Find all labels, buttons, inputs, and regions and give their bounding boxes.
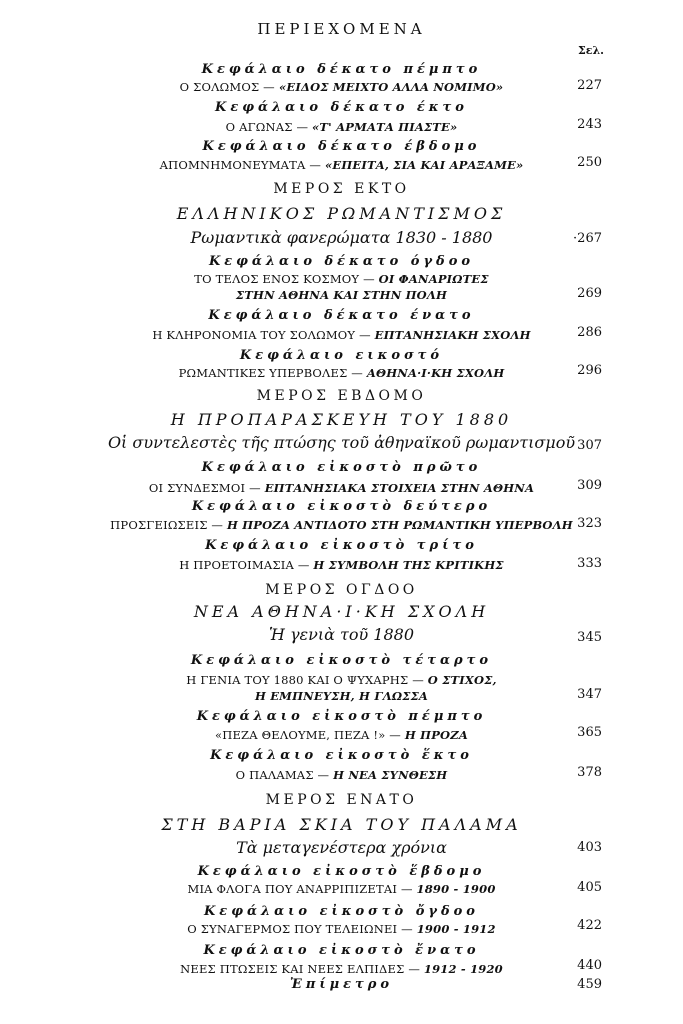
page-number: 250 [577, 155, 602, 170]
chapter-title-roman: ΝΕΕΣ ΠΤΩΣΕΙΣ ΚΑΙ ΝΕΕΣ ΕΛΠΙΔΕΣ — [180, 962, 424, 976]
page-number: 227 [577, 78, 602, 93]
page-number: 459 [577, 977, 602, 992]
part-label: ΜΕΡΟΣ ΕΒΔΟΜΟ [256, 388, 427, 404]
part-label: ΜΕΡΟΣ ΕΚΤΟ [273, 181, 410, 197]
page-number: 378 [577, 765, 602, 780]
page-number: 296 [577, 363, 602, 378]
part-title: ΕΛΛΗΝΙΚΟΣ ΡΩΜΑΝΤΙΣΜΟΣ [176, 204, 507, 223]
chapter-title-italic: Η ΠΡΟΖΑ [404, 728, 468, 742]
page-number: 286 [577, 325, 602, 340]
chapter-heading: Κεφάλαιο εικοστό [239, 348, 444, 363]
page-number: 422 [577, 918, 602, 933]
part-label: ΜΕΡΟΣ ΟΓΔΟΟ [265, 582, 418, 598]
chapter-heading: Κεφάλαιο δέκατο έβδομο [202, 139, 481, 154]
chapter-heading: Κεφάλαιο εἰκοστὸ ἕβδομο [197, 864, 486, 879]
chapter-title-roman: ΑΠΟΜΝΗΜΟΝΕΥΜΑΤΑ — [159, 158, 325, 172]
chapter-title [0, 272, 683, 286]
chapter-title-italic: 1912 - 1920 [423, 962, 503, 976]
chapter-title-italic: Η ΠΡΟΖΑ ΑΝΤΙΔΟΤΟ ΣΤΗ ΡΩΜΑΝΤΙΚΗ ΥΠΕΡΒΟΛΗ [226, 518, 573, 532]
part-subtitle: Οἱ συντελεστὲς τῆς πτώσης τοῦ ἀθηναϊκοῦ ρωμαντισμοῦ [107, 433, 576, 452]
part-title: ΝΕΑ ΑΘΗΝΑ·Ι·ΚΗ ΣΧΟΛΗ [193, 602, 490, 621]
part-subtitle: Ρωμαντικὰ φανερώματα 1830 - 1880 [190, 228, 493, 247]
chapter-heading: Κεφάλαιο δέκατο ένατο [208, 308, 475, 323]
page-number: 323 [577, 516, 602, 531]
page-number: 269 [577, 286, 602, 301]
chapter-title-roman: Ο ΠΑΛΑΜΑΣ — [235, 768, 334, 782]
page-title: ΠΕΡΙΕΧΟΜΕΝΑ [257, 20, 426, 38]
chapter-title-roman: Η ΓΕΝΙΑ ΤΟΥ 1880 ΚΑΙ Ο ΨΥΧΑΡΗΣ — [186, 673, 428, 687]
chapter-title-roman: Ο ΣΥΝΑΓΕΡΜΟΣ ΠΟΥ ΤΕΛΕΙΩΝΕΙ — [187, 922, 417, 936]
chapter-title-italic: 1890 - 1900 [416, 882, 496, 896]
page-number: 333 [577, 556, 602, 571]
page-number: 345 [577, 630, 602, 645]
page-number: 243 [577, 117, 602, 132]
chapter-heading: Κεφάλαιο δέκατο έκτο [215, 100, 468, 115]
part-label: ΜΕΡΟΣ ΕΝΑΤΟ [265, 792, 418, 808]
page-number: 347 [577, 687, 602, 702]
chapter-title-italic: ΑΘΗΝΑ·Ι·ΚΗ ΣΧΟΛΗ [366, 366, 505, 380]
chapter-title-roman: Ο ΑΓΩΝΑΣ — [225, 120, 313, 134]
chapter-title-roman: Η ΠΡΟΕΤΟΙΜΑΣΙΑ — [179, 558, 314, 572]
chapter-heading: Κεφάλαιο εἰκοστὸ πρῶτο [201, 460, 482, 475]
chapter-title-italic: Ο ΣΤΙΧΟΣ, [427, 673, 497, 687]
chapter-title-italic: ΟΙ ΦΑΝΑΡΙΩΤΕΣ [378, 272, 489, 286]
chapter-heading: Κεφάλαιο εἰκοστὸ τέταρτο [190, 653, 493, 668]
page-number: 403 [577, 840, 602, 855]
chapter-title-italic: 1900 - 1912 [416, 922, 496, 936]
chapter-title-roman: ΡΩΜΑΝΤΙΚΕΣ ΥΠΕΡΒΟΛΕΣ — [178, 366, 367, 380]
chapter-heading: Κεφάλαιο δέκατο όγδοο [208, 254, 475, 269]
chapter-heading: Κεφάλαιο εἰκοστὸ πέμπτο [196, 709, 487, 724]
part-subtitle: Τὰ μεταγενέστερα χρόνια [236, 838, 447, 857]
page-number: 405 [577, 880, 602, 895]
chapter-heading: Κεφάλαιο εἰκοστὸ ἔνατο [203, 943, 480, 958]
page-number: 307 [577, 438, 602, 453]
chapter-title [0, 673, 683, 687]
page-number: 440 [577, 958, 602, 973]
part-title: Η ΠΡΟΠΑΡΑΣΚΕΥΗ ΤΟΥ 1880 [170, 410, 513, 429]
chapter-title-italic: Η ΝΕΑ ΣΥΝΘΕΣΗ [333, 768, 448, 782]
chapter-title-roman: «ΠΕΖΑ ΘΕΛΟΥΜΕ, ΠΕΖΑ !» — [214, 728, 405, 742]
chapter-title-italic: Η ΕΜΠΝΕΥΣΗ, Η ΓΛΩΣΣΑ [254, 689, 429, 703]
chapter-heading: Κεφάλαιο εἰκοστὸ τρίτο [205, 538, 478, 553]
chapter-title-roman: ΜΙΑ ΦΛΟΓΑ ΠΟΥ ΑΝΑΡΡΙΠΙΖΕΤΑΙ — [187, 882, 417, 896]
epimetro-heading: Ἐπίμετρο [289, 977, 394, 992]
page-column-header: Σελ. [578, 44, 605, 57]
chapter-title-italic: Η ΣΥΜΒΟΛΗ ΤΗΣ ΚΡΙΤΙΚΗΣ [313, 558, 504, 572]
page-number: ·267 [573, 231, 602, 246]
chapter-title-italic: ΣΤΗΝ ΑΘΗΝΑ ΚΑΙ ΣΤΗΝ ΠΟΛΗ [235, 288, 448, 302]
chapter-title-italic: ΕΠΤΑΝΗΣΙΑΚΑ ΣΤΟΙΧΕΙΑ ΣΤΗΝ ΑΘΗΝΑ [264, 481, 535, 495]
chapter-title-roman: ΟΙ ΣΥΝΔΕΣΜΟΙ — [148, 481, 265, 495]
chapter-title-roman: Η ΚΛΗΡΟΝΟΜΙΑ ΤΟΥ ΣΟΛΩΜΟΥ — [152, 328, 375, 342]
chapter-title-italic: «Τ' ΑΡΜΑΤΑ ΠΙΑΣΤΕ» [312, 120, 458, 134]
chapter-title-italic: «ΕΠΕΙΤΑ, ΣΙΑ ΚΑΙ ΑΡΑΞΑΜΕ» [324, 158, 524, 172]
chapter-heading: Κεφάλαιο εἰκοστὸ δεύτερο [191, 499, 492, 514]
chapter-title-roman: ΠΡΟΣΓΕΙΩΣΕΙΣ — [110, 518, 227, 532]
page-number: 309 [577, 478, 602, 493]
chapter-heading: Κεφάλαιο εἰκοστὸ ὄγδοο [204, 904, 479, 919]
chapter-title-italic: ΕΠΤΑΝΗΣΙΑΚΗ ΣΧΟΛΗ [374, 328, 531, 342]
chapter-title-roman: ΤΟ ΤΕΛΟΣ ΕΝΟΣ ΚΟΣΜΟΥ — [194, 272, 379, 286]
chapter-title-italic: «ΕΙΔΟΣ ΜΕΙΧΤΟ ΑΛΛΑ ΝΟΜΙΜΟ» [274, 80, 504, 94]
chapter-heading: Κεφάλαιο εἰκοστὸ ἕκτο [210, 748, 473, 763]
chapter-heading: Κεφάλαιο δέκατο πέμπτο [201, 62, 482, 77]
part-title: ΣΤΗ ΒΑΡΙΑ ΣΚΙΑ ΤΟΥ ΠΑΛΑΜΑ [161, 815, 522, 834]
part-subtitle: Ἡ γενιὰ τοῦ 1880 [268, 625, 414, 644]
chapter-title-roman: Ο ΣΟΛΩΜΟΣ — [179, 80, 275, 94]
page-number: 365 [577, 725, 602, 740]
